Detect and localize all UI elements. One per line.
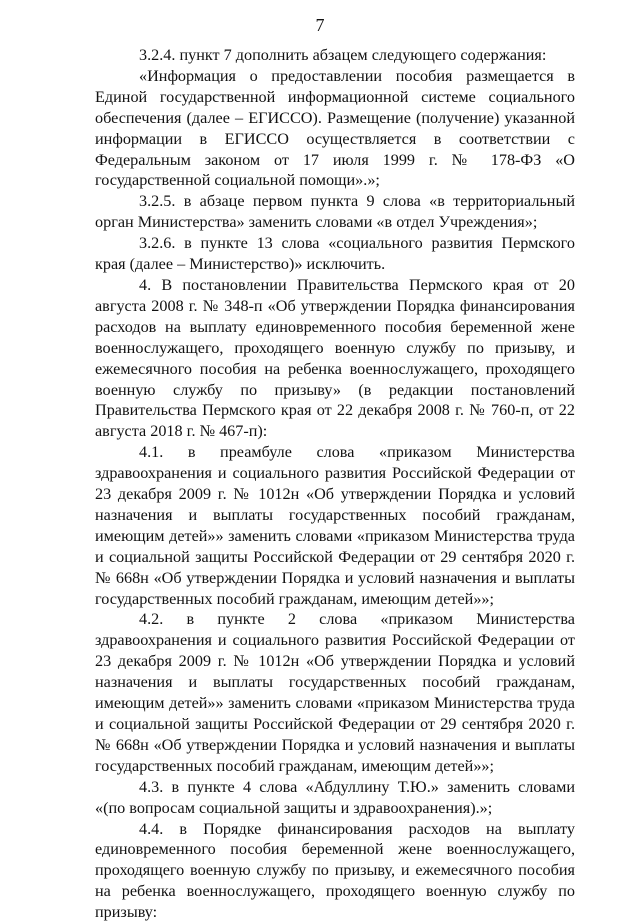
paragraph-3-2-4: 3.2.4. пункт 7 дополнить абзацем следующего содержания: — [139, 46, 547, 64]
paragraph-4-1: 4.1. в преамбуле слова «приказом Министерства здравоохранения и социального развития Российской Федерации от 23 декабря 2009 г. № 1012н «Об утверждении Порядка и условий назначения и выплаты государственных пособий гражданам, имеющим детей»» заменить словами «приказом Министерства труда и социальной защиты Российской Федерации от 29 сентября 2020 г. № 668н «Об утверждении Порядка и условий назначения и выплаты государственных пособий гражданам, имеющим детей»»; — [95, 443, 575, 608]
paragraph-quote-egisso: «Информация о предоставлении пособия размещается в Единой государственной информационной системе социального обеспечения (далее – ЕГИССО). Размещение (получение) указанной информации в ЕГИССО осуществляется в соответствии с Федеральным законом от 17 июля 1999 г. № 178-ФЗ «О государственной социальной помощи».»; — [95, 66, 575, 190]
paragraph-4-2: 4.2. в пункте 2 слова «приказом Министерства здравоохранения и социального развития Российской Федерации от 23 декабря 2009 г. № 1012н «Об утверждении Порядка и условий назначения и выплаты государственных пособий гражданам, имеющим детей»» заменить словами «приказом Министерства труда и социальной защиты Российской Федерации от 29 сентября 2020 г. № 668н «Об утверждении Порядка и условий назначения и выплаты государственных пособий гражданам, имеющим детей»»; — [95, 610, 575, 775]
paragraph-3-2-5: 3.2.5. в абзаце первом пункта 9 слова «в территориальный орган Министерства» заменить словами «в отдел Учреждения»; — [95, 192, 575, 232]
paragraph-4-3: 4.3. в пункте 4 слова «Абдуллину Т.Ю.» заменить словами «(по вопросам социальной защиты и здравоохранения).»; — [95, 777, 575, 817]
page-number: 7 — [315, 15, 325, 35]
paragraph-4: 4. В постановлении Правительства Пермского края от 20 августа 2008 г. № 348-п «Об утверждении Порядка финансирования расходов на выплату единовременного пособия беременной жене военнослужащего, проходящего военную службу по призыву, и ежемесячного пособия на ребенка военнослужащего, проходящего военную службу по призыву» (в редакции постановлений Правительства Пермского края от 22 декабря 2008 г. № 760-п, от 22 августа 2018 г. № 467-п): — [95, 275, 575, 441]
paragraph-3-2-6: 3.2.6. в пункте 13 слова «социального развития Пермского края (далее – Министерство)» исключить. — [95, 234, 575, 274]
paragraph-4-4: 4.4. в Порядке финансирования расходов на выплату единовременного пособия беременной жене военнослужащего, проходящего военную службу по призыву, и ежемесячного пособия на ребенка военнослужащего, проходящего военную службу по призыву: — [95, 819, 575, 922]
document-body — [95, 45, 575, 923]
